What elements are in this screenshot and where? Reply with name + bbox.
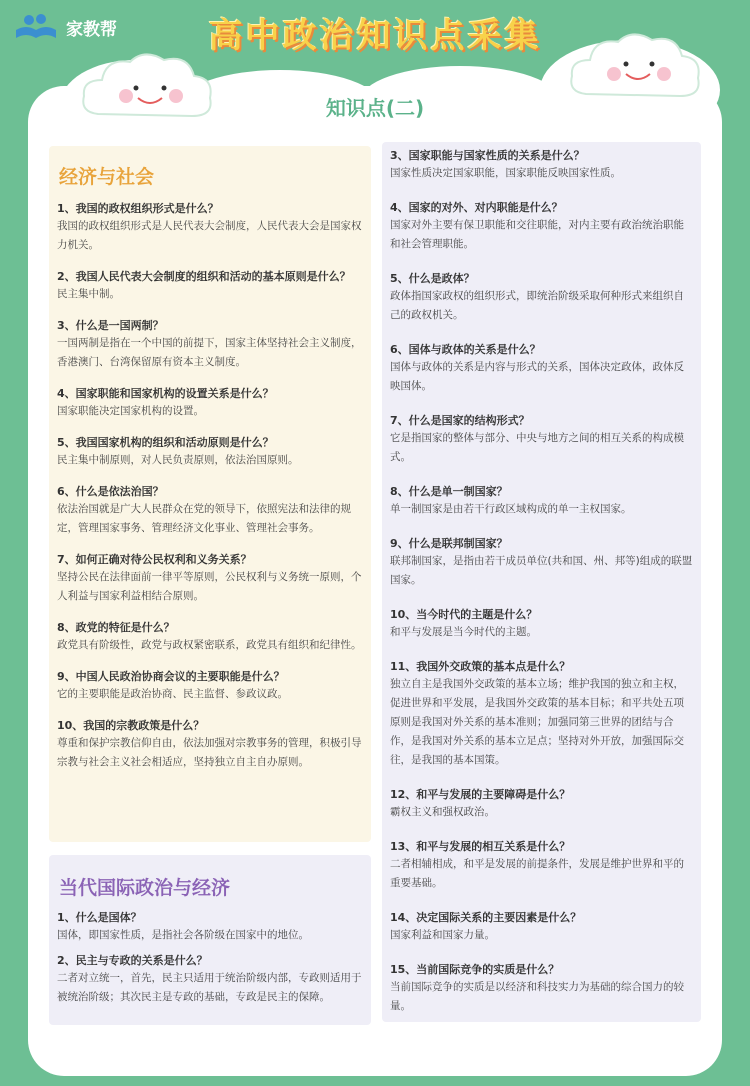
qa-item bbox=[49, 953, 371, 1007]
qa-item bbox=[49, 620, 371, 655]
question: 10、当今时代的主题是什么？ bbox=[390, 608, 538, 621]
answer: 政党具有阶级性，政党与政权紧密联系，政党具有组织和纪律性。 bbox=[57, 639, 362, 651]
qa-item bbox=[382, 910, 701, 945]
answer: 联邦制国家，是指由若干成员单位(共和国、州、邦等)组成的联盟国家。 bbox=[390, 555, 693, 586]
answer: 国家性质决定国家职能，国家职能反映国家性质。 bbox=[390, 167, 621, 179]
brand-name: 家教帮 bbox=[66, 19, 117, 40]
section-title: 当代国际政治与经济 bbox=[59, 877, 231, 899]
answer: 它的主要职能是政治协商、民主监督、参政议政。 bbox=[57, 688, 288, 700]
subtitle: 知识点(二) bbox=[325, 96, 425, 120]
answer: 和平与发展是当今时代的主题。 bbox=[390, 626, 537, 638]
qa-item bbox=[382, 536, 701, 590]
answer: 依法治国就是广大人民群众在党的领导下，依照宪法和法律的规定，管理国家事务、管理经济文化事业、管理社会事务。 bbox=[57, 503, 351, 534]
question: 5、我国国家机构的组织和活动原则是什么？ bbox=[57, 436, 274, 449]
section-international bbox=[49, 855, 371, 1025]
question: 7、如何正确对待公民权利和义务关系？ bbox=[57, 553, 252, 566]
question: 10、我国的宗教政策是什么？ bbox=[57, 719, 205, 732]
section-international-continued bbox=[382, 142, 701, 1022]
qa-item bbox=[49, 552, 371, 606]
question: 11、我国外交政策的基本点是什么？ bbox=[390, 660, 571, 673]
qa-item bbox=[382, 271, 701, 325]
answer: 二者相辅相成，和平是发展的前提条件，发展是维护世界和平的重要基础。 bbox=[390, 858, 684, 889]
question: 4、国家职能和国家机构的设置关系是什么？ bbox=[57, 387, 274, 400]
question: 1、什么是国体？ bbox=[57, 911, 142, 924]
question: 9、什么是联邦制国家？ bbox=[390, 537, 508, 550]
qa-item bbox=[49, 718, 371, 772]
qa-item bbox=[382, 607, 701, 642]
answer: 它是指国家的整体与部分、中央与地方之间的相互关系的构成模式。 bbox=[390, 432, 684, 463]
answer: 坚持公民在法律面前一律平等原则，公民权利与义务统一原则，个人利益与国家利益相结合原则。 bbox=[57, 571, 362, 602]
question: 14、决定国际关系的主要因素是什么？ bbox=[390, 911, 582, 924]
qa-item bbox=[49, 484, 371, 538]
qa-item bbox=[49, 318, 371, 372]
question: 6、国体与政体的关系是什么？ bbox=[390, 343, 541, 356]
answer: 独立自主是我国外交政策的基本立场；维护我国的独立和主权，促进世界和平发展，是我国外交政策的基本目标；和平共处五项原则是我国对外关系的基本准则；加强同第三世界的团结与合作，是我国对外关系的基本立足点；坚持对外开放，加强国际交往，是我国的基本国策。 bbox=[390, 678, 684, 766]
qa-item bbox=[49, 435, 371, 470]
answer: 政体指国家政权的组织形式，即统治阶级采取何种形式来组织自己的政权机关。 bbox=[390, 290, 684, 321]
section-economy-society bbox=[49, 146, 371, 842]
question: 15、当前国际竞争的实质是什么？ bbox=[390, 963, 560, 976]
answer: 我国的政权组织形式是人民代表大会制度，人民代表大会是国家权力机关。 bbox=[57, 220, 362, 251]
qa-item bbox=[382, 839, 701, 893]
answer: 单一制国家是由若干行政区域构成的单一主权国家。 bbox=[390, 503, 632, 515]
answer: 国体与政体的关系是内容与形式的关系，国体决定政体，政体反映国体。 bbox=[390, 361, 684, 392]
question: 5、什么是政体？ bbox=[390, 272, 475, 285]
answer: 尊重和保护宗教信仰自由，依法加强对宗教事务的管理，积极引导宗教与社会主义社会相适应，坚持独立自主自办原则。 bbox=[57, 737, 362, 768]
question: 12、和平与发展的主要障碍是什么？ bbox=[390, 788, 571, 801]
answer: 一国两制是指在一个中国的前提下，国家主体坚持社会主义制度，香港澳门、台湾保留原有资本主义制度。 bbox=[57, 337, 362, 368]
question: 9、中国人民政治协商会议的主要职能是什么？ bbox=[57, 670, 285, 683]
section-title: 经济与社会 bbox=[59, 166, 155, 188]
answer: 当前国际竞争的实质是以经济和科技实力为基础的综合国力的较量。 bbox=[390, 981, 684, 1012]
qa-item bbox=[382, 148, 701, 183]
qa-item bbox=[382, 787, 701, 822]
answer: 二者对立统一，首先，民主只适用于统治阶级内部，专政则适用于被统治阶级；其次民主是专政的基础，专政是民主的保障。 bbox=[57, 972, 362, 1003]
qa-item bbox=[382, 342, 701, 396]
qa-item bbox=[49, 201, 371, 255]
answer: 国家对外主要有保卫职能和交往职能，对内主要有政治统治职能和社会管理职能。 bbox=[390, 219, 684, 250]
answer: 霸权主义和强权政治。 bbox=[390, 806, 495, 818]
question: 8、政党的特征是什么？ bbox=[57, 621, 175, 634]
answer: 民主集中制原则，对人民负责原则，依法治国原则。 bbox=[57, 454, 299, 466]
question: 2、我国人民代表大会制度的组织和活动的基本原则是什么？ bbox=[57, 270, 351, 283]
question: 3、国家职能与国家性质的关系是什么？ bbox=[390, 149, 585, 162]
question: 4、国家的对外、对内职能是什么？ bbox=[390, 201, 563, 214]
qa-item bbox=[382, 659, 701, 770]
qa-item bbox=[49, 269, 371, 304]
qa-item bbox=[49, 910, 371, 945]
qa-item bbox=[382, 484, 701, 519]
qa-item bbox=[382, 200, 701, 254]
qa-item bbox=[49, 386, 371, 421]
answer: 民主集中制。 bbox=[57, 288, 120, 300]
page-title: 高中政治知识点采集 bbox=[208, 16, 542, 56]
qa-item bbox=[49, 669, 371, 704]
qa-item bbox=[382, 413, 701, 467]
question: 3、什么是一国两制？ bbox=[57, 319, 164, 332]
answer: 国家利益和国家力量。 bbox=[390, 929, 495, 941]
answer: 国家职能决定国家机构的设置。 bbox=[57, 405, 204, 417]
question: 7、什么是国家的结构形式？ bbox=[390, 414, 530, 427]
question: 1、我国的政权组织形式是什么？ bbox=[57, 202, 219, 215]
answer: 国体，即国家性质，是指社会各阶级在国家中的地位。 bbox=[57, 929, 309, 941]
qa-item bbox=[382, 962, 701, 1016]
question: 13、和平与发展的相互关系是什么？ bbox=[390, 840, 571, 853]
question: 2、民主与专政的关系是什么？ bbox=[57, 954, 208, 967]
question: 8、什么是单一制国家？ bbox=[390, 485, 508, 498]
question: 6、什么是依法治国？ bbox=[57, 485, 164, 498]
